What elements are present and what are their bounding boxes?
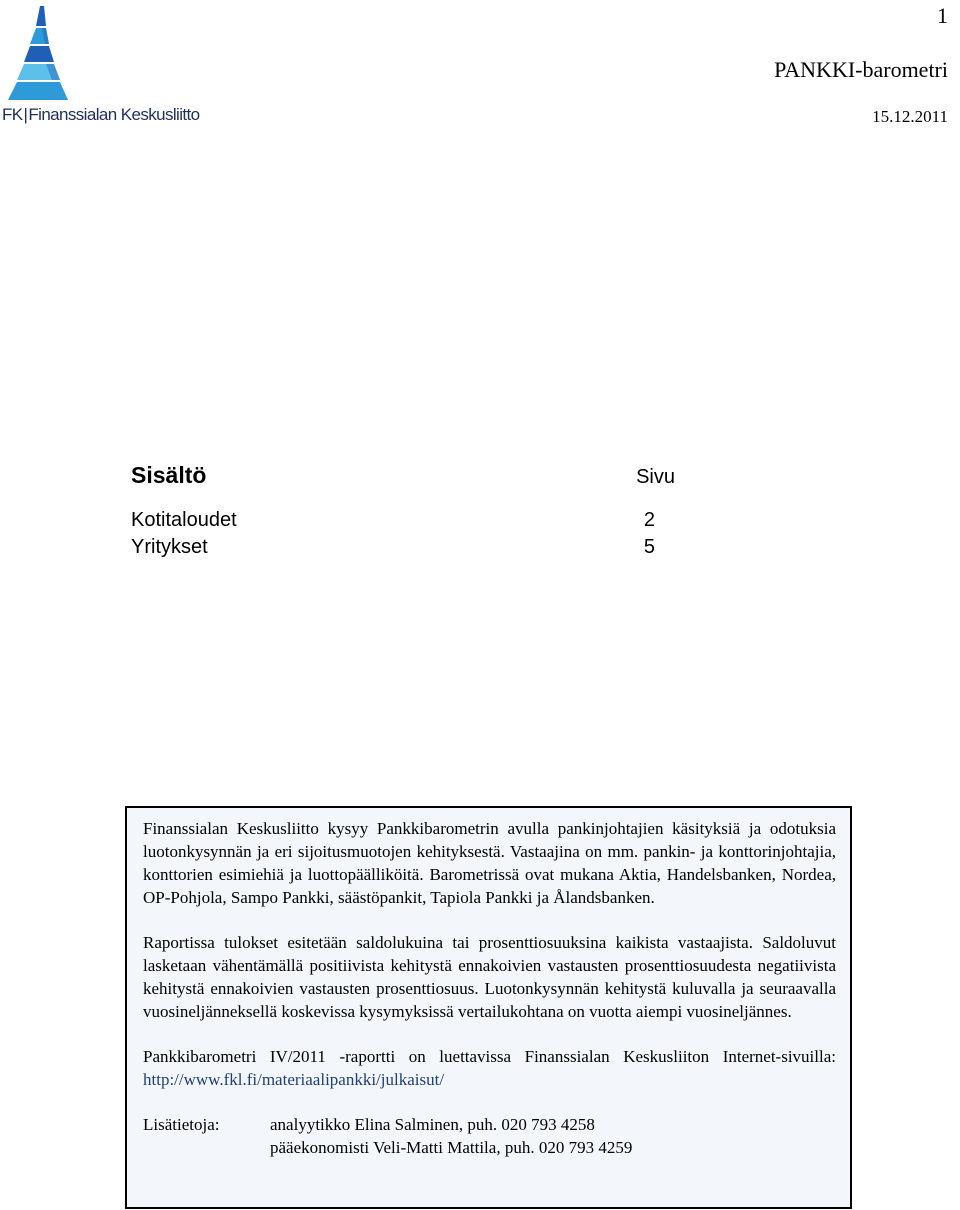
logo-name: Finanssialan Keskusliitto bbox=[28, 105, 200, 124]
contacts-list bbox=[270, 1113, 632, 1159]
fk-logo bbox=[2, 4, 200, 124]
contact-analyst: analyytikko Elina Salminen, puh. 020 793 4258 bbox=[270, 1115, 595, 1134]
info-paragraph-method: Raportissa tulokset esitetään saldolukuina tai prosenttiosuuksina kaikista vastaajista. Saldoluvut lasketaan vähentämällä positiivista kehitystä ennakoivien vastausten prosenttiosuudesta negatiivista kehitystä ennakoivien vastausten prosenttiosuus. Luotonkysynnän kehitystä kuluvalla ja seuraavalla vuosineljänneksellä koskevissa kysymyksissä vertailukohtana on vuotta aiempi vuosineljännes. bbox=[143, 933, 836, 1021]
logo-abbr: FK bbox=[2, 105, 23, 124]
info-paragraph-survey: Finanssialan Keskusliitto kysyy Pankkibarometrin avulla pankinjohtajien käsityksiä ja odotuksia luotonkysynnän ja eri sijoitusmuotojen kehityksestä. Vastaajina on mm. pankin- ja konttorinjohtajia, konttorien esimiehiä ja luottopäälliköitä. Barometrissä ovat mukana Aktia, Handelsbanken, Nordea, OP-Pohjola, Sampo Pankki, säästöpankit, Tapiola Pankki ja Ålandsbanken. bbox=[143, 819, 836, 907]
contact-chief-economist: pääekonomisti Veli-Matti Mattila, puh. 020 793 4259 bbox=[270, 1138, 633, 1157]
availability-text: Pankkibarometri IV/2011 -raportti on luettavissa Finanssialan Keskusliiton Internet-sivuilla: bbox=[143, 1047, 836, 1066]
report-title: PANKKI-barometri bbox=[774, 57, 948, 82]
toc-entry[interactable] bbox=[131, 534, 677, 561]
contacts bbox=[143, 1113, 836, 1159]
toc-entry-label: Kotitaloudet bbox=[131, 509, 237, 531]
report-link[interactable]: http://www.fkl.fi/materiaalipankki/julkaisut/ bbox=[143, 1070, 445, 1089]
toc-entry-page: 5 bbox=[643, 536, 655, 558]
stepped-pyramid-logo-icon bbox=[2, 4, 74, 104]
logo-wordmark: FK|Finanssialan Keskusliitto bbox=[2, 105, 200, 124]
toc-page-column-label: Sivu bbox=[636, 466, 675, 488]
toc-entry[interactable] bbox=[131, 507, 677, 534]
toc-title: Sisältö bbox=[131, 462, 207, 488]
info-paragraph-availability bbox=[143, 1045, 836, 1091]
toc-entry-page: 2 bbox=[643, 509, 655, 531]
contacts-label: Lisätietoja: bbox=[143, 1115, 220, 1134]
toc-header bbox=[131, 462, 677, 489]
page-number: 1 bbox=[937, 3, 948, 28]
toc-entry-label: Yritykset bbox=[131, 536, 208, 558]
report-date: 15.12.2011 bbox=[872, 107, 948, 126]
table-of-contents bbox=[131, 462, 677, 561]
info-box bbox=[125, 806, 852, 1209]
